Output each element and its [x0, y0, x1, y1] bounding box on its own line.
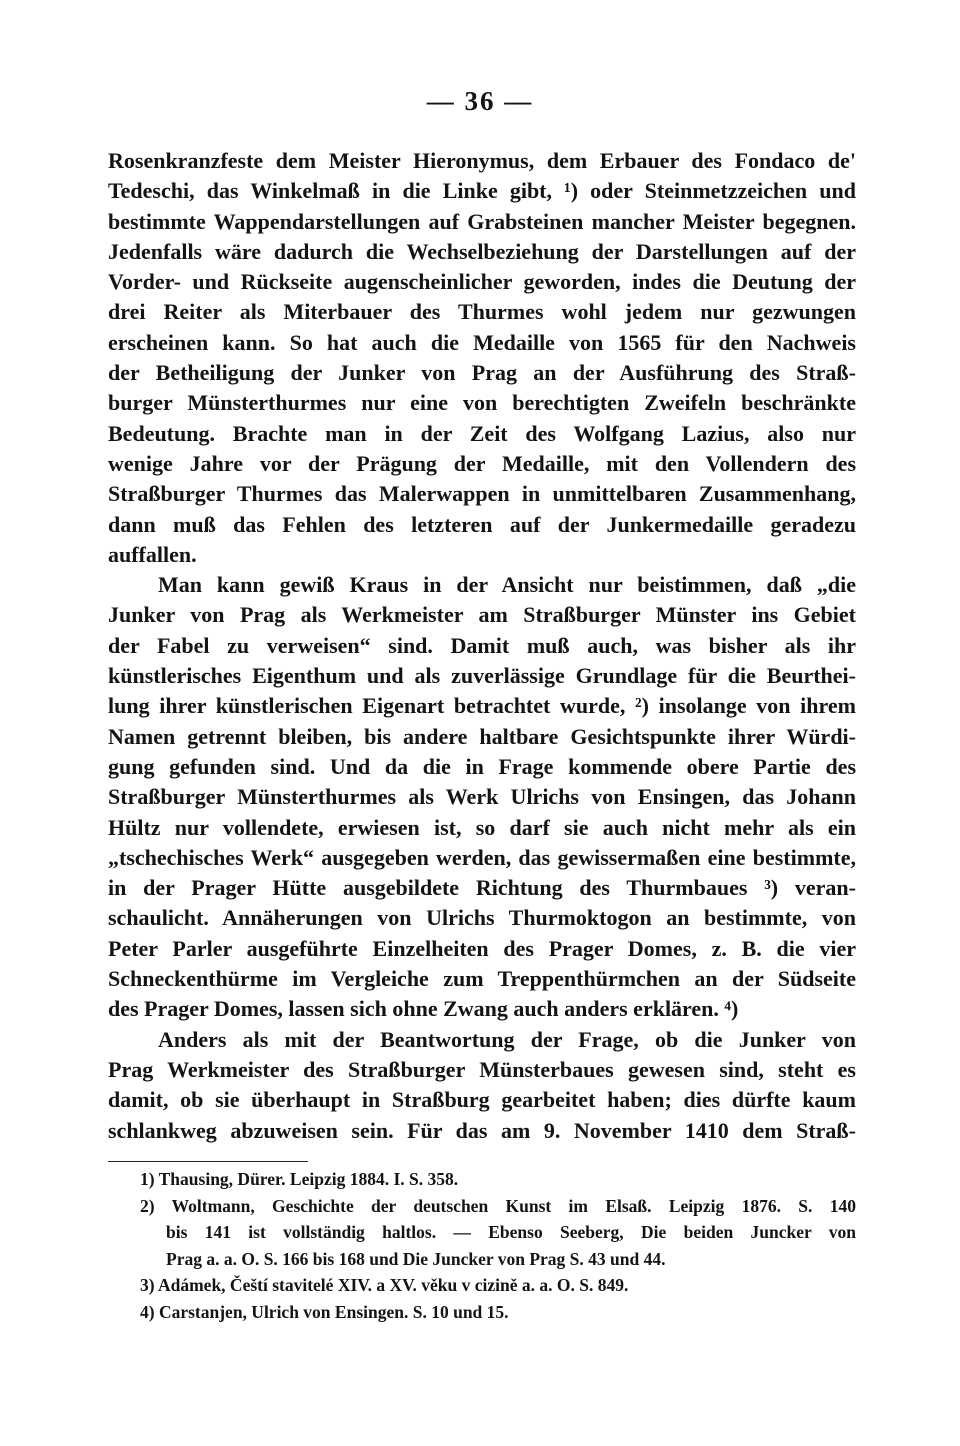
page-number: — 36 —: [426, 86, 534, 116]
text-line: Prag Werkmeister des Straßburger Münsterbaues gewesen sind, steht es: [108, 1056, 856, 1082]
text-line: schlankweg abzuweisen sein. Für das am 9. November 1410 dem Straß-: [108, 1117, 856, 1143]
text-line: der Fabel zu verweisen“ sind. Damit muß auch, was bisher als ihr: [108, 632, 856, 658]
text-line: Straßburger Münsterthurmes als Werk Ulrichs von Ensingen, das Johann: [108, 784, 856, 810]
text-line: erscheinen kann. So hat auch die Medaille von 1565 für den Nachweis: [108, 329, 856, 355]
body-text: [108, 146, 856, 1146]
text-line: gung gefunden sind. Und da die in Frage kommende obere Partie des: [108, 753, 856, 779]
text-line: Peter Parler ausgeführte Einzelheiten des Prager Domes, z. B. die vier: [108, 935, 856, 961]
footnote-line: Prag a. a. O. S. 166 bis 168 und Die Juncker von Prag S. 43 und 44.: [166, 1248, 666, 1269]
text-line: drei Reiter als Miterbauer des Thurmes wohl jedem nur gezwungen: [108, 299, 856, 325]
text-line: Bedeutung. Brachte man in der Zeit des Wolfgang Lazius, also nur: [108, 420, 856, 446]
text-line: auffallen.: [108, 541, 197, 567]
footnote-line: 1) Thausing, Dürer. Leipzig 1884. I. S. 358.: [140, 1169, 459, 1189]
text-line: des Prager Domes, lassen sich ohne Zwang auch anders erklären. ⁴): [108, 996, 739, 1022]
text-line: burger Münsterthurmes nur eine von berechtigten Zweifeln beschränkte: [108, 390, 856, 416]
footnote-separator: [108, 1161, 308, 1162]
footnote-line: 3) Adámek, Čeští stavitelé XIV. a XV. věku v cizině a. a. O. S. 849.: [140, 1275, 629, 1295]
footnote-line: 4) Carstanjen, Ulrich von Ensingen. S. 10 und 15.: [140, 1301, 509, 1322]
text-line: Anders als mit der Beantwortung der Frage, ob die Junker von: [158, 1026, 856, 1052]
text-line: Straßburger Thurmes das Malerwappen in unmittelbaren Zusammenhang,: [108, 481, 856, 507]
footnote-line: 2) Woltmann, Geschichte der deutschen Kunst im Elsaß. Leipzig 1876. S. 140: [140, 1195, 856, 1216]
text-line: künstlerisches Eigenthum und als zuverlässige Grundlage für die Beurthei-: [108, 663, 856, 689]
text-line: damit, ob sie überhaupt in Straßburg gearbeitet haben; dies dürfte kaum: [108, 1087, 856, 1113]
text-line: Namen getrennt bleiben, bis andere haltbare Gesichtspunkte ihrer Würdi-: [108, 723, 856, 749]
text-line: Hültz nur vollendete, erwiesen ist, so darf sie auch nicht mehr als ein: [108, 814, 856, 840]
text-line: bestimmte Wappendarstellungen auf Grabsteinen mancher Meister begegnen.: [108, 208, 856, 234]
text-line: schaulicht. Annäherungen von Ulrichs Thurmoktogon an bestimmte, von: [108, 905, 856, 931]
text-line: dann muß das Fehlen des letzteren auf der Junkermedaille geradezu: [108, 511, 856, 537]
text-line: „tschechisches Werk“ ausgegeben werden, das gewissermaßen eine bestimmte,: [108, 844, 856, 870]
text-line: wenige Jahre vor der Prägung der Medaille, mit den Vollendern des: [108, 450, 856, 476]
text-line: der Betheiligung der Junker von Prag an der Ausführung des Straß-: [108, 360, 856, 386]
footnote-line: bis 141 ist vollständig haltlos. — Ebenso Seeberg, Die beiden Juncker von: [166, 1222, 856, 1242]
text-line: Schneckenthürme im Vergleiche zum Treppenthürmchen an der Südseite: [108, 966, 856, 992]
text-line: Rosenkranzfeste dem Meister Hieronymus, dem Erbauer des Fondaco de': [108, 148, 856, 173]
text-line: Tedeschi, das Winkelmaß in die Linke gibt, ¹) oder Steinmetzzeichen und: [108, 178, 856, 204]
text-line: Man kann gewiß Kraus in der Ansicht nur beistimmen, daß „die: [158, 572, 856, 598]
footnotes: [140, 1166, 856, 1325]
text-line: Junker von Prag als Werkmeister am Straßburger Münster ins Gebiet: [108, 602, 856, 628]
text-line: Vorder- und Rückseite augenscheinlicher geworden, indes die Deutung der: [108, 269, 856, 295]
text-line: lung ihrer künstlerischen Eigenart betrachtet wurde, ²) insolange von ihrem: [108, 693, 856, 719]
text-line: in der Prager Hütte ausgebildete Richtung des Thurmbaues ³) veran-: [108, 875, 856, 901]
text-line: Jedenfalls wäre dadurch die Wechselbeziehung der Darstellungen auf der: [108, 238, 856, 264]
